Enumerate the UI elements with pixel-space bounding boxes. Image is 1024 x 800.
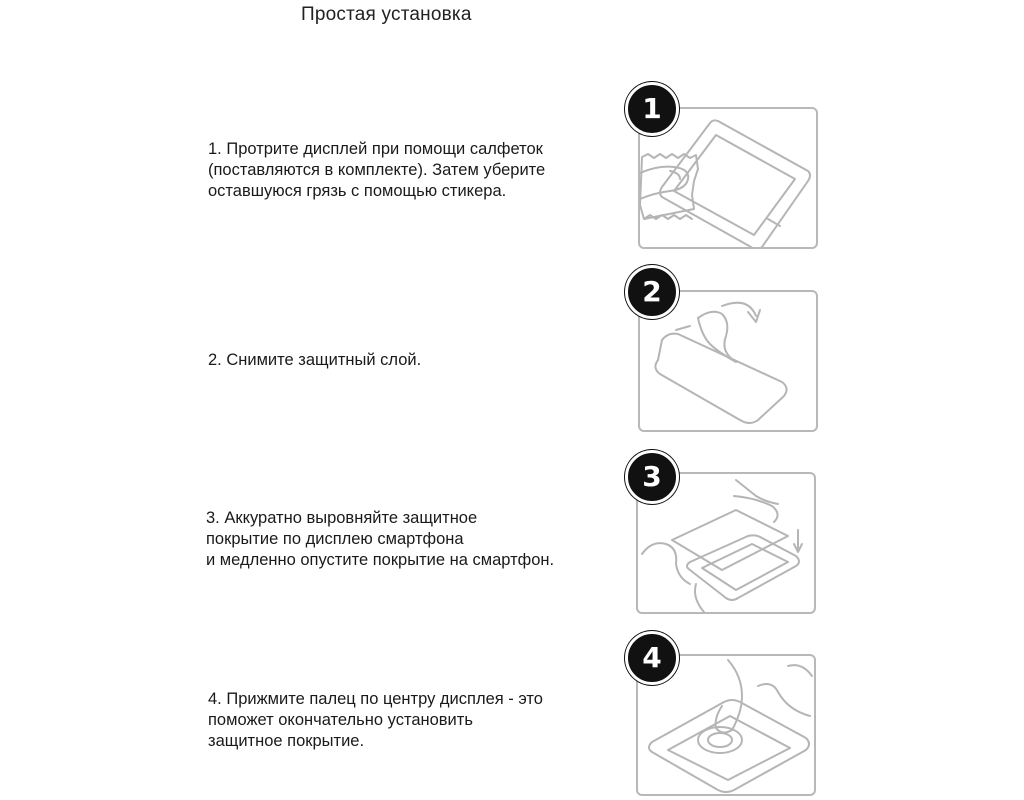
step-1-line-3: оставшуюся грязь с помощью стикера.: [208, 182, 507, 200]
step-4-text: [208, 689, 543, 752]
step-2-badge: 2: [625, 265, 679, 319]
step-3-text: [206, 508, 554, 571]
step-1-text: [208, 139, 545, 202]
step-3-badge: 3: [625, 450, 679, 504]
step-4-badge: 4: [625, 631, 679, 685]
step-3-line-2: покрытие по дисплею смартфона: [206, 530, 464, 548]
step-1-line-2: (поставляются в комплекте). Затем уберите: [208, 161, 546, 179]
step-3-line-3: и медленно опустите покрытие на смартфон.: [206, 551, 555, 569]
step-4-line-2: поможет окончательно установить: [208, 711, 473, 729]
step-4-line-3: защитное покрытие.: [208, 732, 365, 750]
step-3-line-1: 3. Аккуратно выровняйте защитное: [206, 509, 478, 527]
step-4-line-1: 4. Прижмите палец по центру дисплея - это: [208, 690, 543, 708]
step-1-badge: 1: [625, 82, 679, 136]
page-title: Простая установка: [301, 4, 472, 25]
step-2-text: [208, 350, 421, 371]
step-2-line-1: 2. Снимите защитный слой.: [208, 351, 422, 369]
step-1-line-1: 1. Протрите дисплей при помощи салфеток: [208, 140, 543, 158]
